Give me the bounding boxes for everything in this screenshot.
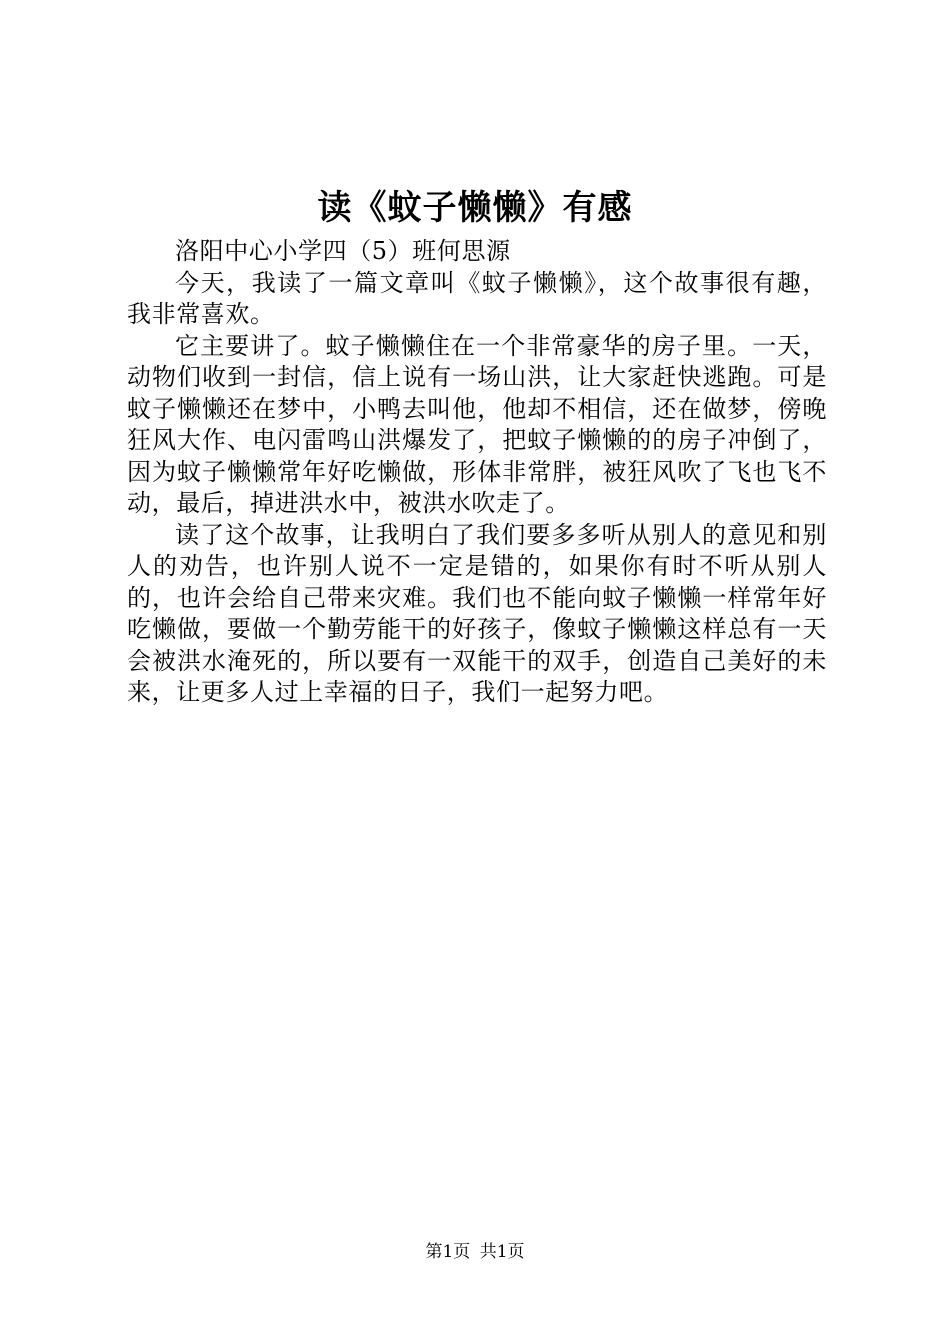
document-title: 读《蚊子懒懒》有感 bbox=[317, 188, 633, 228]
paragraph-2: 它主要讲了。蚊子懒懒住在一个非常豪华的房子里。一天，动物们收到一封信，信上说有一场山洪，让大家赶快逃跑。可是蚊子懒懒还在梦中，小鸭去叫他，他却不相信，还在做梦，傍晚狂风大作、电闪雷鸣山洪爆发了，把蚊子懒懒的的房子冲倒了，因为蚊子懒懒常年好吃懒做，形体非常胖，被狂风吹了飞也飞不动，最后，掉进洪水中，被洪水吹走了。 bbox=[127, 331, 827, 517]
author-line: 洛阳中心小学四（5）班何思源 bbox=[175, 237, 511, 265]
paragraph-3: 读了这个故事，让我明白了我们要多多听从别人的意见和别人的劝告，也许别人说不一定是错的，如果你有时不听从别人的，也许会给自己带来灾难。我们也不能向蚊子懒懒一样常年好吃懒做，要做一个勤劳能干的好孩子，像蚊子懒懒这样总有一天会被洪水淹死的，所以要有一双能干的双手，创造自己美好的未来，让更多人过上幸福的日子，我们一起努力吧。 bbox=[127, 520, 827, 706]
page-footer: 第1页 共1页 bbox=[425, 1242, 525, 1262]
paragraph-1: 今天，我读了一篇文章叫《蚊子懒懒》，这个故事很有趣，我非常喜欢。 bbox=[127, 268, 827, 328]
document-body bbox=[127, 236, 827, 709]
